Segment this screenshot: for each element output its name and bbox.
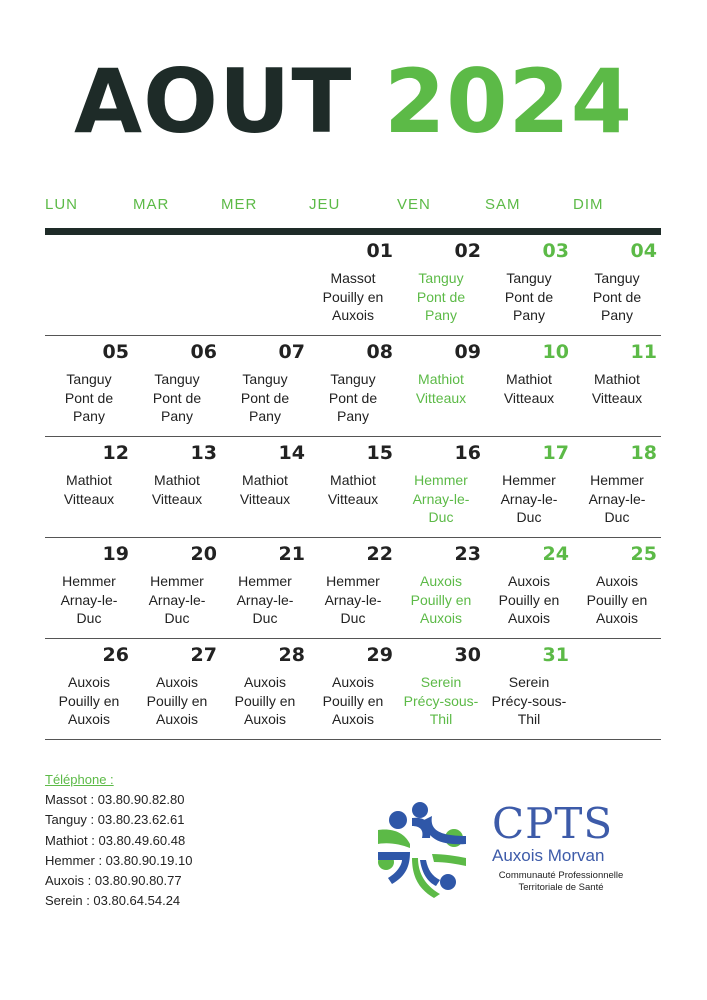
on-call-line: Arnay-le- bbox=[148, 591, 206, 608]
phone-entry-tanguy: Tanguy : 03.80.23.62.61 bbox=[45, 812, 185, 828]
on-call-pharmacy bbox=[221, 370, 309, 426]
on-call-line: Vitteaux bbox=[239, 490, 291, 507]
day-number: 22 bbox=[366, 543, 393, 565]
day-cell bbox=[485, 639, 573, 739]
on-call-line: Tanguy bbox=[506, 270, 552, 286]
on-call-line: Massot bbox=[330, 270, 376, 286]
on-call-line: Auxois bbox=[507, 573, 551, 589]
on-call-line: Pont de bbox=[592, 288, 642, 305]
logo-tagline-line-2: Territoriale de Santé bbox=[518, 882, 604, 893]
on-call-pharmacy bbox=[397, 673, 485, 729]
on-call-line: Tanguy bbox=[330, 371, 376, 387]
day-number: 14 bbox=[278, 442, 305, 464]
day-cell bbox=[309, 235, 397, 335]
on-call-line: Auxois bbox=[243, 674, 287, 690]
title-year: 2024 bbox=[384, 50, 633, 153]
day-number: 25 bbox=[630, 543, 657, 565]
on-call-line: Mathiot bbox=[154, 472, 200, 488]
on-call-pharmacy bbox=[485, 471, 573, 527]
on-call-line: Pouilly en bbox=[322, 288, 384, 305]
on-call-pharmacy bbox=[45, 572, 133, 628]
day-cell bbox=[221, 639, 309, 739]
logo-tagline-line-1: Communauté Professionnelle bbox=[498, 870, 624, 881]
on-call-pharmacy bbox=[485, 370, 573, 407]
day-number: 19 bbox=[102, 543, 129, 565]
on-call-line: Pouilly en bbox=[322, 692, 384, 709]
on-call-pharmacy bbox=[573, 370, 661, 407]
day-number: 27 bbox=[190, 644, 217, 666]
day-cell bbox=[221, 437, 309, 537]
day-cell bbox=[309, 639, 397, 739]
on-call-line: Mathiot bbox=[418, 371, 464, 387]
day-number: 11 bbox=[630, 341, 657, 363]
on-call-pharmacy bbox=[485, 673, 573, 729]
day-cell bbox=[309, 336, 397, 436]
day-cell bbox=[573, 538, 661, 638]
weekday-header bbox=[45, 196, 661, 216]
on-call-line: Auxois bbox=[595, 573, 639, 589]
on-call-pharmacy bbox=[45, 370, 133, 426]
on-call-pharmacy bbox=[397, 269, 485, 325]
on-call-line: Hemmer bbox=[414, 472, 468, 488]
weekday-wed: MER bbox=[221, 196, 258, 213]
on-call-pharmacy bbox=[45, 673, 133, 729]
on-call-line: Hemmer bbox=[590, 472, 644, 488]
day-number: 24 bbox=[542, 543, 569, 565]
on-call-line: Précy-sous- bbox=[491, 692, 567, 709]
weekday-fri: VEN bbox=[397, 196, 431, 213]
on-call-line: Pany bbox=[513, 307, 545, 323]
on-call-line: Pouilly en bbox=[146, 692, 208, 709]
on-call-line: Mathiot bbox=[594, 371, 640, 387]
on-call-line: Auxois bbox=[507, 610, 551, 626]
empty-day-cell bbox=[221, 235, 309, 335]
on-call-line: Pouilly en bbox=[410, 591, 472, 608]
day-cell bbox=[397, 437, 485, 537]
day-cell bbox=[485, 336, 573, 436]
on-call-line: Tanguy bbox=[66, 371, 112, 387]
calendar-week bbox=[45, 538, 661, 639]
on-call-line: Tanguy bbox=[154, 371, 200, 387]
day-cell bbox=[573, 336, 661, 436]
day-number: 16 bbox=[454, 442, 481, 464]
on-call-line: Auxois bbox=[67, 674, 111, 690]
on-call-line: Auxois bbox=[67, 711, 111, 727]
on-call-pharmacy bbox=[45, 471, 133, 508]
day-number: 29 bbox=[366, 644, 393, 666]
on-call-pharmacy bbox=[397, 572, 485, 628]
weekday-sat: SAM bbox=[485, 196, 521, 213]
on-call-line: Arnay-le- bbox=[500, 490, 558, 507]
on-call-line: Pany bbox=[601, 307, 633, 323]
on-call-line: Pany bbox=[425, 307, 457, 323]
empty-day-cell bbox=[573, 639, 661, 739]
on-call-line: Duc bbox=[164, 610, 190, 626]
on-call-line: Mathiot bbox=[242, 472, 288, 488]
day-number: 07 bbox=[278, 341, 305, 363]
weekday-mon: LUN bbox=[45, 196, 79, 213]
on-call-line: Pont de bbox=[240, 389, 290, 406]
on-call-pharmacy bbox=[221, 673, 309, 729]
day-number: 10 bbox=[542, 341, 569, 363]
day-number: 09 bbox=[454, 341, 481, 363]
on-call-line: Pont de bbox=[64, 389, 114, 406]
on-call-line: Pont de bbox=[504, 288, 554, 305]
on-call-line: Pont de bbox=[416, 288, 466, 305]
on-call-line: Hemmer bbox=[238, 573, 292, 589]
day-number: 15 bbox=[366, 442, 393, 464]
logo-tagline bbox=[490, 870, 632, 894]
day-number: 05 bbox=[102, 341, 129, 363]
on-call-line: Vitteaux bbox=[63, 490, 115, 507]
on-call-line: Vitteaux bbox=[415, 389, 467, 406]
on-call-line: Auxois bbox=[155, 674, 199, 690]
day-number: 30 bbox=[454, 644, 481, 666]
on-call-pharmacy bbox=[309, 269, 397, 325]
on-call-pharmacy bbox=[133, 370, 221, 426]
day-number: 08 bbox=[366, 341, 393, 363]
day-number: 02 bbox=[454, 240, 481, 262]
page-title bbox=[0, 52, 707, 152]
on-call-line: Pont de bbox=[328, 389, 378, 406]
on-call-line: Duc bbox=[604, 509, 630, 525]
on-call-line: Précy-sous- bbox=[403, 692, 479, 709]
on-call-pharmacy bbox=[309, 370, 397, 426]
on-call-line: Serein bbox=[508, 674, 550, 690]
calendar-week bbox=[45, 639, 661, 740]
on-call-line: Pont de bbox=[152, 389, 202, 406]
on-call-line: Pouilly en bbox=[58, 692, 120, 709]
on-call-line: Thil bbox=[429, 711, 453, 727]
on-call-line: Auxois bbox=[331, 711, 375, 727]
on-call-line: Auxois bbox=[419, 610, 463, 626]
day-number: 20 bbox=[190, 543, 217, 565]
on-call-line: Serein bbox=[420, 674, 462, 690]
on-call-line: Tanguy bbox=[242, 371, 288, 387]
cpts-logo bbox=[370, 796, 660, 906]
on-call-pharmacy bbox=[573, 269, 661, 325]
day-cell bbox=[133, 639, 221, 739]
on-call-line: Mathiot bbox=[506, 371, 552, 387]
on-call-pharmacy bbox=[309, 572, 397, 628]
on-call-pharmacy bbox=[221, 572, 309, 628]
day-cell bbox=[221, 538, 309, 638]
day-number: 18 bbox=[630, 442, 657, 464]
on-call-line: Thil bbox=[517, 711, 541, 727]
day-number: 28 bbox=[278, 644, 305, 666]
empty-day-cell bbox=[133, 235, 221, 335]
on-call-pharmacy bbox=[485, 572, 573, 628]
on-call-line: Duc bbox=[76, 610, 102, 626]
day-number: 17 bbox=[542, 442, 569, 464]
on-call-line: Arnay-le- bbox=[412, 490, 470, 507]
phone-heading: Téléphone : bbox=[45, 772, 114, 787]
day-cell bbox=[309, 437, 397, 537]
on-call-line: Duc bbox=[516, 509, 542, 525]
on-call-line: Auxois bbox=[419, 573, 463, 589]
on-call-line: Tanguy bbox=[418, 270, 464, 286]
day-cell bbox=[133, 538, 221, 638]
on-call-line: Duc bbox=[428, 509, 454, 525]
phone-entry-serein: Serein : 03.80.64.54.24 bbox=[45, 893, 181, 909]
day-cell bbox=[45, 639, 133, 739]
day-cell bbox=[45, 437, 133, 537]
day-cell bbox=[485, 437, 573, 537]
on-call-line: Auxois bbox=[243, 711, 287, 727]
on-call-line: Vitteaux bbox=[151, 490, 203, 507]
on-call-pharmacy bbox=[573, 572, 661, 628]
on-call-pharmacy bbox=[573, 471, 661, 527]
on-call-line: Auxois bbox=[155, 711, 199, 727]
on-call-line: Hemmer bbox=[502, 472, 556, 488]
on-call-line: Duc bbox=[252, 610, 278, 626]
on-call-line: Vitteaux bbox=[327, 490, 379, 507]
day-cell bbox=[133, 437, 221, 537]
day-number: 03 bbox=[542, 240, 569, 262]
calendar-week bbox=[45, 437, 661, 538]
cpts-logo-icon bbox=[370, 798, 474, 902]
on-call-line: Auxois bbox=[331, 674, 375, 690]
on-call-line: Hemmer bbox=[62, 573, 116, 589]
calendar-week bbox=[45, 235, 661, 336]
day-number: 21 bbox=[278, 543, 305, 565]
on-call-line: Mathiot bbox=[66, 472, 112, 488]
on-call-line: Pouilly en bbox=[586, 591, 648, 608]
on-call-line: Hemmer bbox=[326, 573, 380, 589]
on-call-line: Arnay-le- bbox=[324, 591, 382, 608]
weekday-tue: MAR bbox=[133, 196, 170, 213]
day-number: 06 bbox=[190, 341, 217, 363]
on-call-pharmacy bbox=[397, 370, 485, 407]
day-cell bbox=[309, 538, 397, 638]
empty-day-cell bbox=[45, 235, 133, 335]
on-call-line: Vitteaux bbox=[591, 389, 643, 406]
day-cell bbox=[397, 538, 485, 638]
on-call-line: Pany bbox=[249, 408, 281, 424]
day-cell bbox=[45, 538, 133, 638]
on-call-line: Pany bbox=[161, 408, 193, 424]
day-cell bbox=[397, 336, 485, 436]
on-call-pharmacy bbox=[133, 673, 221, 729]
on-call-line: Pouilly en bbox=[234, 692, 296, 709]
on-call-pharmacy bbox=[309, 673, 397, 729]
on-call-line: Mathiot bbox=[330, 472, 376, 488]
on-call-line: Arnay-le- bbox=[236, 591, 294, 608]
day-number: 04 bbox=[630, 240, 657, 262]
phone-list bbox=[45, 770, 192, 911]
day-cell bbox=[573, 437, 661, 537]
on-call-line: Hemmer bbox=[150, 573, 204, 589]
header-divider bbox=[45, 228, 661, 235]
title-month: AOUT bbox=[74, 50, 353, 153]
on-call-line: Arnay-le- bbox=[60, 591, 118, 608]
day-number: 31 bbox=[542, 644, 569, 666]
on-call-line: Vitteaux bbox=[503, 389, 555, 406]
on-call-pharmacy bbox=[133, 471, 221, 508]
day-cell bbox=[397, 639, 485, 739]
day-number: 01 bbox=[366, 240, 393, 262]
on-call-pharmacy bbox=[221, 471, 309, 508]
on-call-line: Duc bbox=[340, 610, 366, 626]
on-call-line: Pouilly en bbox=[498, 591, 560, 608]
phone-entry-auxois: Auxois : 03.80.90.80.77 bbox=[45, 873, 182, 889]
day-cell bbox=[573, 235, 661, 335]
on-call-line: Pany bbox=[73, 408, 105, 424]
day-cell bbox=[485, 235, 573, 335]
weekday-thu: JEU bbox=[309, 196, 341, 213]
on-call-pharmacy bbox=[397, 471, 485, 527]
day-cell bbox=[133, 336, 221, 436]
day-number: 26 bbox=[102, 644, 129, 666]
logo-name: CPTS bbox=[492, 799, 614, 848]
on-call-line: Arnay-le- bbox=[588, 490, 646, 507]
day-number: 12 bbox=[102, 442, 129, 464]
day-number: 13 bbox=[190, 442, 217, 464]
on-call-line: Pany bbox=[337, 408, 369, 424]
weekday-sun: DIM bbox=[573, 196, 604, 213]
on-call-line: Tanguy bbox=[594, 270, 640, 286]
on-call-line: Auxois bbox=[331, 307, 375, 323]
day-cell bbox=[221, 336, 309, 436]
calendar-week bbox=[45, 336, 661, 437]
on-call-pharmacy bbox=[485, 269, 573, 325]
day-cell bbox=[45, 336, 133, 436]
phone-entry-mathiot: Mathiot : 03.80.49.60.48 bbox=[45, 832, 186, 848]
on-call-pharmacy bbox=[309, 471, 397, 508]
day-cell bbox=[485, 538, 573, 638]
day-number: 23 bbox=[454, 543, 481, 565]
phone-entry-hemmer: Hemmer : 03.80.90.19.10 bbox=[45, 852, 193, 868]
logo-subtitle: Auxois Morvan bbox=[492, 846, 605, 865]
on-call-line: Auxois bbox=[595, 610, 639, 626]
day-cell bbox=[397, 235, 485, 335]
phone-entry-massot: Massot : 03.80.90.82.80 bbox=[45, 792, 185, 808]
on-call-pharmacy bbox=[133, 572, 221, 628]
